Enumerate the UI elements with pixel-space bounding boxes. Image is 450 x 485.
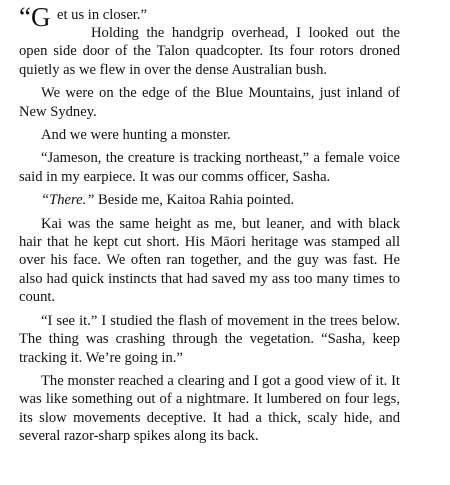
paragraph-4: “Jameson, the creature is tracking northeast,” a female voice said in my earpiece. It was our comms officer, Sasha. <box>19 150 400 185</box>
paragraph-2: We were on the edge of the Blue Mountains, just inland of New Sydney. <box>19 85 400 120</box>
italic-dialogue: “There.” <box>41 192 95 209</box>
paragraph-6: Kai was the same height as me, but leaner, and with black hair that he kept cut short. His Māori heritage was stamped all over his face. We often ran together, and the guy was fast. He also had quick instincts that had saved my ass too many times to count. <box>19 215 400 306</box>
paragraph-5-text: Beside me, Kaitoa Rahia pointed. <box>98 192 295 209</box>
paragraph-8: The monster reached a clearing and I got a good view of it. It was like something out of a nightmare. It lumbered on four legs, its slow movements deceptive. It had a thick, scaly hide, and several razor-sharp spikes along its back. <box>19 372 400 445</box>
paragraph-7: “I see it.” I studied the flash of movement in the trees below. The thing was crashing through the vegetation. “Sasha, keep tracking it. We’re going in.” <box>19 312 400 366</box>
opening-line-text: et us in closer.” <box>57 7 147 23</box>
paragraph-3: And we were hunting a monster. <box>41 127 231 144</box>
opening-line <box>19 0 400 36</box>
paragraph-5 <box>19 191 400 209</box>
book-page <box>19 0 400 451</box>
paragraph-1: Holding the handgrip overhead, I looked out the open side door of the Talon quadcopter. Its four rotors droned quietly as we flew in over the dense Australian bush. <box>19 25 400 78</box>
drop-cap: “G <box>19 2 51 32</box>
